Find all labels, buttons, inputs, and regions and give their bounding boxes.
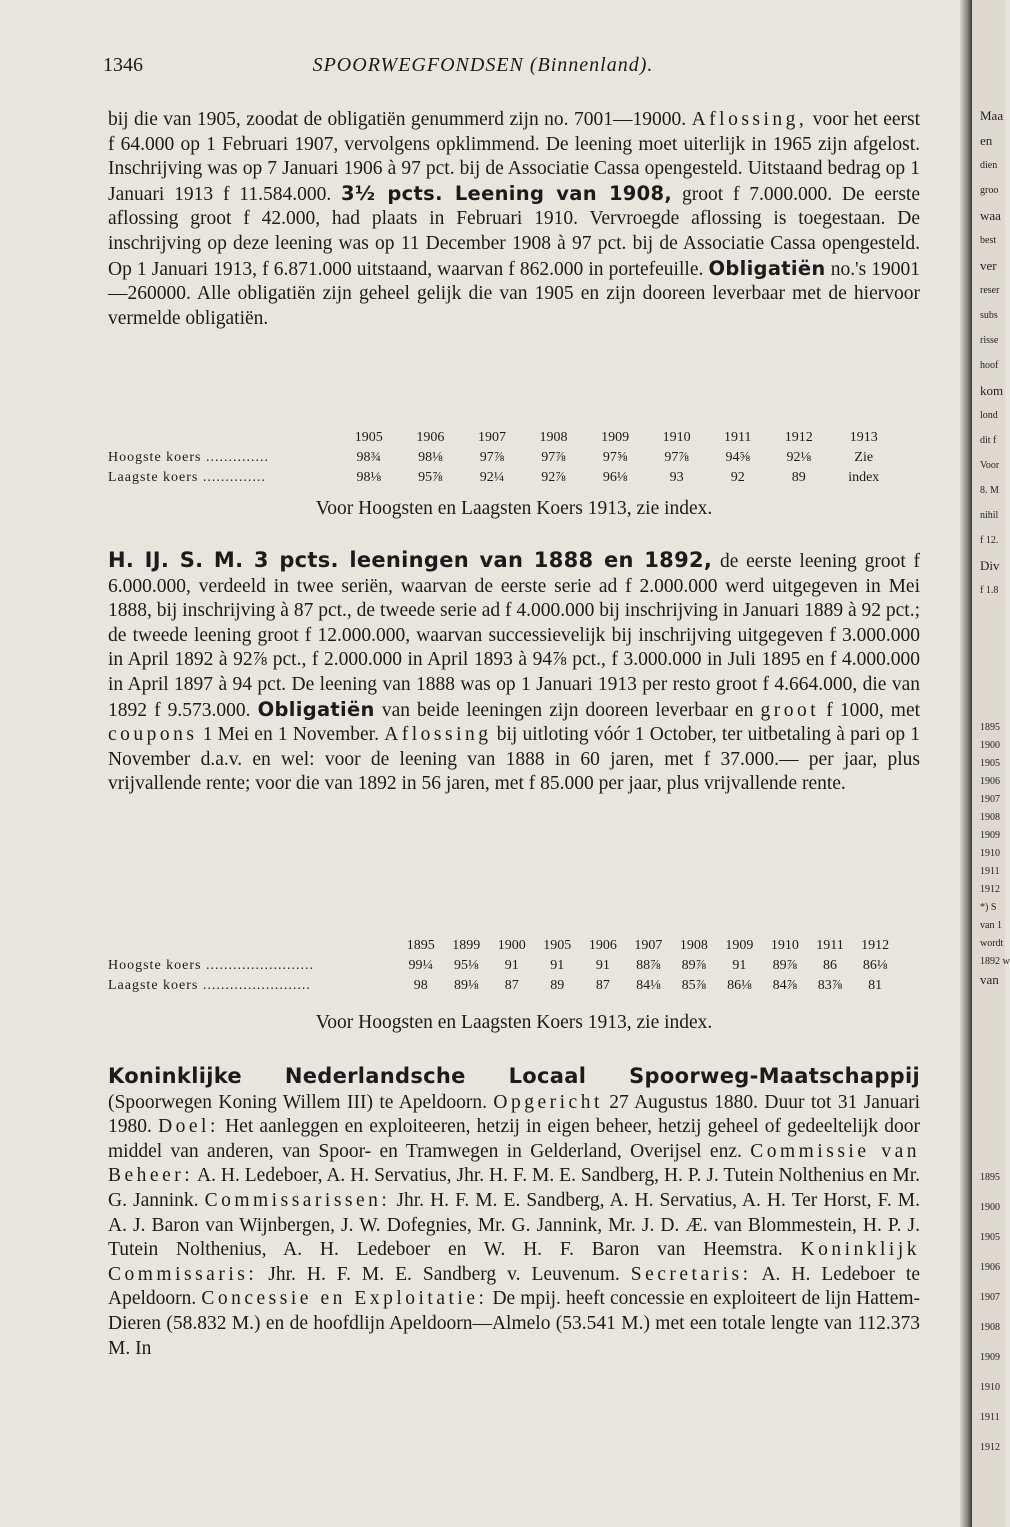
- adjacent-page-fragment: Div: [980, 558, 1000, 573]
- table-year-header: 1907: [634, 938, 663, 953]
- table-year-header: 1911: [723, 430, 752, 445]
- adjacent-page-fragment: 1907: [980, 794, 1000, 805]
- leening-1908-heading: 3½ pcts. Leening van 1908,: [341, 181, 673, 205]
- adjacent-page-fragment: wordt: [980, 938, 1004, 949]
- adjacent-page-fragment: 1910: [980, 848, 1000, 859]
- adjacent-page-fragment: 1906: [980, 776, 1000, 787]
- hijsm-text-2d: bij uitloting vóór 1 October, ter uitbetaling à pari op 1 November d.a.v. en wel: voor de leening van 1888 in 60 jaren, met f 37.000.— per jaar, plus vrijvallende rente; voor die van 1892 in 56 jaren, met f 85.000 per jaar, plus vrijvallende rente.: [108, 724, 921, 795]
- opgericht-label: Opgericht: [493, 1091, 603, 1113]
- table-cell: 99¼: [408, 958, 433, 973]
- adjacent-page-fragment: waa: [980, 208, 1001, 223]
- adjacent-page-fragment: van 1: [980, 920, 1002, 931]
- klsm-text-8: De mpij. heeft concessie en exploiteert de lijn Hattem-Dieren (58.832 M.) en de hoofdlijn Apeldoorn—Almelo (53.541 M.) met een totale lengte van 112.373 M. In: [108, 1288, 921, 1359]
- table-year-header: 1905: [543, 938, 572, 953]
- table-cell: 98⅛: [356, 470, 382, 485]
- adjacent-page-fragment: en: [980, 133, 993, 148]
- table-cell: 97⅞: [479, 450, 505, 465]
- commissie-label: Commissie van Beheer:: [108, 1140, 920, 1187]
- table-cell: 98: [413, 978, 428, 993]
- table-cell: 96⅛: [602, 470, 628, 485]
- adjacent-page-fragment: lond: [980, 410, 998, 421]
- adjacent-page-fragment: 1908: [980, 812, 1000, 823]
- table-cell: 84⅞: [772, 978, 798, 993]
- koers-table-1: [108, 428, 898, 488]
- row-label: Laagste koers ..............: [108, 470, 266, 485]
- adjacent-page-fragment: 8. M: [980, 485, 999, 496]
- table-cell: 98¾: [356, 450, 382, 465]
- section-hijsm-leeningen: [108, 548, 920, 797]
- adjacent-page-fragment: 1908: [980, 1322, 1000, 1333]
- table-row: [108, 976, 898, 996]
- running-title: SPOORWEGFONDSEN (Binnenland).: [312, 54, 654, 76]
- adjacent-page-fragment: *) S: [980, 902, 997, 913]
- adjacent-page-fragment: 1911: [980, 1412, 1000, 1423]
- table-cell: 83⅞: [817, 978, 843, 993]
- adjacent-page-fragment: 1895: [980, 722, 1000, 733]
- hijsm-text-2b: f 1000, met: [826, 699, 921, 721]
- adjacent-page-fragment: Maa: [980, 108, 1004, 123]
- adjacent-page-fragment: subs: [980, 310, 998, 321]
- table-year-header: 1909: [601, 430, 630, 445]
- adjacent-page-fragment: 1906: [980, 1262, 1000, 1273]
- table-header-blank: [108, 428, 338, 448]
- adjacent-page-fragment: ver: [980, 258, 997, 273]
- table-year-header: 1906: [416, 430, 445, 445]
- adjacent-page-fragment: 1912: [980, 1442, 1000, 1453]
- table-cell: 91: [595, 958, 610, 973]
- table-cell: 98⅛: [418, 450, 443, 465]
- adjacent-page-fragment: dit f: [980, 435, 997, 446]
- table-cell: 88⅞: [636, 958, 661, 973]
- aflossing-label: Aflossing,: [691, 109, 808, 130]
- table-year-header: 1913: [849, 430, 878, 445]
- klsm-text-5: Jhr. H. F. M. E. Sandberg, A. H. Servatius, A. H. Ter Horst, F. M. A. J. Baron van Wijnbergen, J. W. Dofegnies, Mr. G. Jannink, Mr. J. D. Æ. van Blommestein, H. P. J. Tutein Nolthenius, A. H. Ledeboer en W. H. F. Baron van Heemstra.: [108, 1189, 920, 1261]
- adjacent-page-fragment: 1911: [980, 866, 1000, 877]
- adjacent-page-edge: [972, 0, 1010, 1527]
- hijsm-heading: H. IJ. S. M. 3 pcts. leeningen van 1888 en 1892,: [108, 548, 713, 572]
- adjacent-page-fragment: 1907: [980, 1292, 1000, 1303]
- adjacent-page-fragment: 1909: [980, 1352, 1000, 1363]
- doel-label: Doel:: [158, 1116, 219, 1138]
- secretaris-label: Secretaris:: [630, 1263, 752, 1285]
- table-year-header: 1911: [816, 938, 844, 953]
- table-cell: 85⅞: [681, 978, 707, 993]
- adjacent-page-fragment: 1900: [980, 740, 1000, 751]
- section-klsm: [108, 1064, 920, 1361]
- adjacent-page-fragment: nihil: [980, 510, 999, 521]
- klsm-text-3: Het aanleggen en exploiteeren, hetzij in eigen beheer, hetzij geheel of gedeeltelijk door middel van anderen, van Spoor- en Tramwegen in Gelderland, Overijsel enz.: [108, 1116, 921, 1162]
- table-year-header: 1908: [539, 430, 568, 445]
- table-cell: 91: [504, 958, 519, 973]
- adjacent-page-fragment: groo: [980, 185, 999, 196]
- table-row: [108, 956, 898, 976]
- table-row: [108, 468, 898, 488]
- table-cell: 93: [669, 470, 684, 485]
- concessie-label: Concessie en Exploitatie:: [201, 1288, 488, 1310]
- koers-note-1: Voor Hoogsten en Laagsten Koers 1913, zie index.: [315, 498, 713, 519]
- klsm-text-2: 27 Augustus 1880. Duur tot 31 Januari 1980.: [108, 1091, 921, 1138]
- hijsm-text-2a: van beide leeningen zijn dooreen leverbaar en: [381, 699, 754, 721]
- adjacent-page-fragment: best: [980, 235, 997, 246]
- adjacent-page-fragment: kom: [980, 383, 1004, 398]
- adjacent-page-fragment: 1892 w: [980, 956, 1010, 967]
- table-cell: 94⅝: [725, 450, 750, 465]
- table-year-header: 1912: [861, 938, 890, 953]
- table-year-header: 1908: [679, 938, 708, 953]
- table-year-header: 1910: [770, 938, 799, 953]
- table-cell: 86⅛: [862, 958, 888, 973]
- obligatien-text: no.'s 19001—260000. Alle obligatiën zijn geheel gelijk die van 1905 en zijn dooreen leverbaar met de hiervoor vermelde obligatiën.: [108, 258, 921, 329]
- table-cell: 91: [732, 958, 747, 973]
- obligatien-label: Obligatiën: [708, 256, 826, 280]
- table-cell: 86⅛: [727, 978, 752, 993]
- groot-label: groot: [760, 699, 820, 721]
- aflossing-text: voor het eerst f 64.000 op 1 Februari 1907, vervolgens opklimmend. De leening moet uiterlijk in 1965 zijn afgelost. Inschrijving was op 7 Januari 1906 à 97 pct. bij de Associatie Cassa opengesteld. Uitstaand bedrag op 1 Januari 1913 f 11.584.000.: [108, 109, 921, 205]
- table-cell: 95⅛: [454, 958, 479, 973]
- table-header-row: [108, 428, 898, 448]
- table-year-header: 1905: [354, 430, 383, 445]
- table-cell: 81: [868, 978, 883, 993]
- table-cell: 89⅞: [681, 958, 707, 973]
- table-cell: 84⅛: [636, 978, 661, 993]
- table-year-header: 1906: [588, 938, 617, 953]
- adjacent-page-fragment: risse: [980, 335, 999, 346]
- table-cell: 92¼: [479, 470, 505, 485]
- table-cell: 95⅞: [418, 470, 443, 485]
- adjacent-page-fragment: van: [980, 972, 999, 987]
- table-cell: 87: [504, 978, 519, 993]
- page-number: 1346: [103, 54, 143, 76]
- row-label: Hoogste koers ..............: [108, 450, 269, 465]
- adjacent-page-fragment: 1909: [980, 830, 1000, 841]
- adjacent-page-fragment: 1910: [980, 1382, 1000, 1393]
- adjacent-page-fragment: f 12.: [980, 535, 999, 546]
- hijsm-aflossing-label: Aflossing: [384, 724, 492, 746]
- table-cell: 89: [550, 978, 565, 993]
- hijsm-obligatien-label: Obligatiën: [257, 697, 375, 721]
- table-header-blank: [108, 936, 398, 956]
- table-year-header: 1899: [452, 938, 481, 953]
- table-cell: Zie: [854, 450, 874, 465]
- table-year-header: 1900: [497, 938, 526, 953]
- hijsm-text-2c: 1 Mei en 1 November.: [202, 724, 379, 746]
- table-cell: index: [848, 470, 880, 485]
- row-label: Hoogste koers ........................: [108, 958, 314, 973]
- hijsm-text: de eerste leening groot f 6.000.000, verdeeld in twee seriën, waarvan de eerste serie ad f 2.000.000 werd uitgegeven in Mei 1888, bij inschrijving à 87 pct., de tweede serie ad f 4.000.000 bij inschrijving in Januari 1889 à 92 pct.; de tweede leening groot f 12.000.000, waarvan successievelijk bij inschrijving uitgegeven f 3.000.000 in April 1892 à 92⅞ pct., f 2.000.000 in April 1893 à 94⅞ pct., f 3.000.000 in Juli 1895 en f 4.000.000 in April 1897 à 94 pct. De leening van 1888 was op 1 Januari 1913 per resto groot f 4.664.000, die van 1892 f 9.573.000.: [108, 551, 921, 721]
- table-cell: 92⅞: [541, 470, 566, 485]
- table-year-header: 1912: [784, 430, 813, 445]
- table-row: [108, 448, 898, 468]
- table-cell: 91: [550, 958, 565, 973]
- klsm-text-4: A. H. Ledeboer, A. H. Servatius, Jhr. H. F. M. E. Sandberg, H. P. J. Tutein Nolthenius en Mr. G. Jannink.: [108, 1165, 920, 1211]
- leening-1908-text: groot f 7.000.000. De eerste aflossing groot f 42.000, had plaats in Februari 1910. Vervroegde aflossing is toegestaan. De inschrijving op deze leening was op 11 December 1908 à 97 pct. bij de Associatie Cassa opengesteld. Op 1 Januari 1913, f 6.871.000 uitstaand, waarvan f 862.000 in portefeuille.: [108, 183, 920, 280]
- row-label: Laagste koers ........................: [108, 978, 311, 993]
- book-gutter: [960, 0, 972, 1527]
- table-year-header: 1895: [406, 938, 435, 953]
- koers-note-2: Voor Hoogsten en Laagsten Koers 1913, zie index.: [315, 1012, 713, 1033]
- klsm-text-7: A. H. Ledeboer te Apeldoorn.: [108, 1263, 920, 1310]
- table-cell: 92⅛: [786, 450, 811, 465]
- adjacent-page-fragment: dien: [980, 160, 998, 171]
- section-leening-1905-1908: [108, 108, 920, 331]
- adjacent-page-fragment: Voor: [980, 460, 1000, 471]
- table-header-row: [108, 936, 898, 956]
- table-cell: 89⅛: [454, 978, 479, 993]
- klsm-text-6: Jhr. H. F. M. E. Sandberg v. Leuvenum.: [268, 1263, 620, 1285]
- commissarissen-label: Commissarissen:: [204, 1189, 391, 1211]
- table-cell: 89⅞: [772, 958, 798, 973]
- table-cell: 87: [595, 978, 610, 993]
- adjacent-page-fragment: 1905: [980, 1232, 1000, 1243]
- adjacent-page-fragment: 1912: [980, 884, 1000, 895]
- adjacent-page-fragment: hoof: [980, 360, 999, 371]
- klsm-text-1: (Spoorwegen Koning Willem III) te Apeldoorn.: [108, 1091, 487, 1113]
- adjacent-page-fragment: 1905: [980, 758, 1000, 769]
- adjacent-page-fragment: 1900: [980, 1202, 1000, 1213]
- klsm-heading: Koninklijke Nederlandsche Locaal Spoorweg-Maatschappij: [108, 1064, 920, 1088]
- adjacent-page-fragment: f 1.8: [980, 585, 999, 596]
- table-cell: 89: [791, 470, 806, 485]
- koninklijk-commissaris-label: Koninklijk Commissaris:: [108, 1239, 920, 1285]
- table-year-header: 1909: [725, 938, 754, 953]
- table-cell: 86: [822, 958, 837, 973]
- intro-text: bij die van 1905, zoodat de obligatiën genummerd zijn no. 7001—19000.: [108, 109, 687, 130]
- coupons-label: coupons: [108, 724, 198, 746]
- adjacent-page-fragment: reser: [980, 285, 1000, 296]
- table-cell: 97⅞: [664, 450, 689, 465]
- table-cell: 97⅞: [541, 450, 566, 465]
- adjacent-page-fragment: 1895: [980, 1172, 1000, 1183]
- table-cell: 97⅝: [602, 450, 628, 465]
- table-year-header: 1910: [662, 430, 691, 445]
- table-year-header: 1907: [477, 430, 506, 445]
- koers-table-2: [108, 936, 898, 996]
- table-cell: 92: [730, 470, 745, 485]
